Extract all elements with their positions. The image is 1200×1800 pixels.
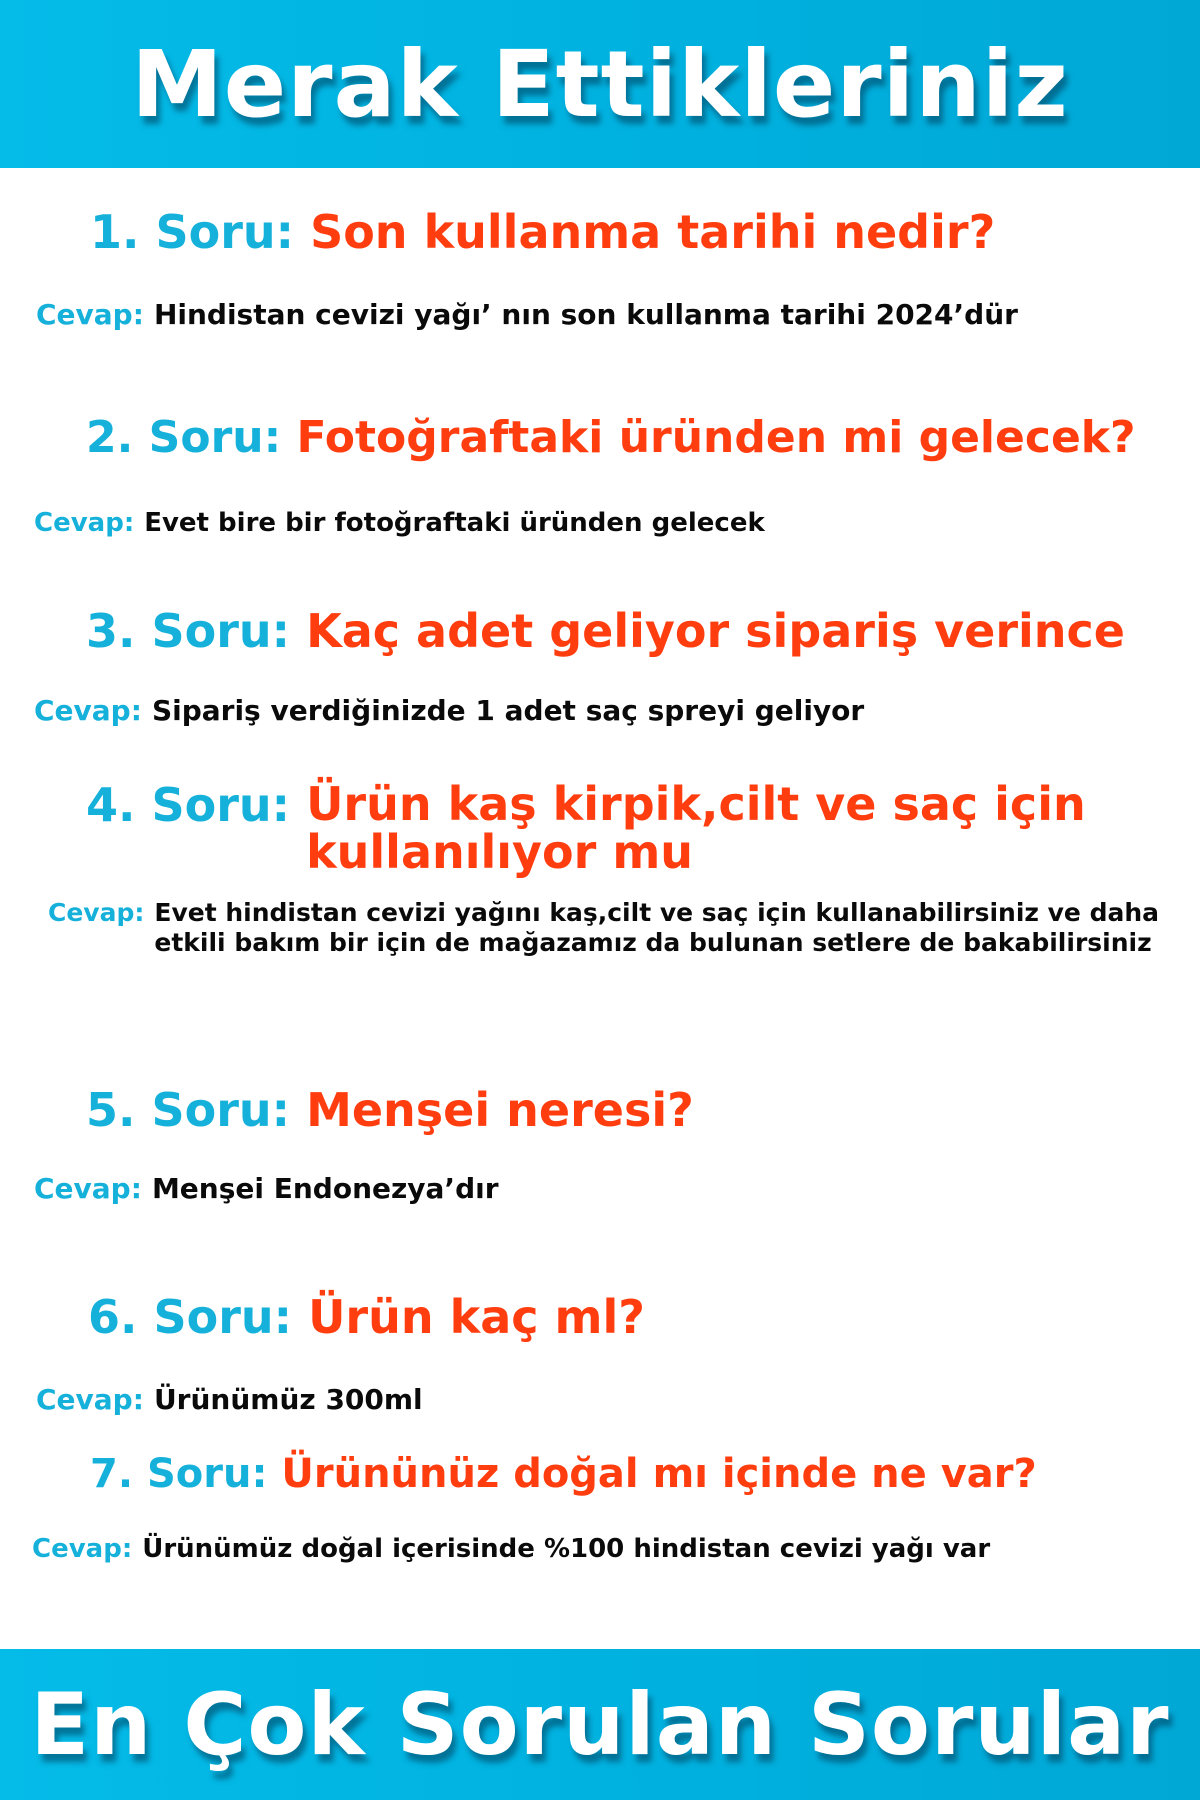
faq-question-2	[86, 414, 1136, 462]
question-number: 3. Soru:	[86, 604, 291, 658]
question-number: 5. Soru:	[86, 1083, 291, 1137]
answer-text: Hindistan cevizi yağı’ nın son kullanma tarihi 2024’dür	[153, 298, 1018, 331]
question-number: 6. Soru:	[88, 1290, 293, 1344]
question-number: 2. Soru:	[86, 412, 282, 463]
faq-answer-4	[48, 898, 1178, 958]
question-number: 7. Soru:	[90, 1451, 268, 1497]
faq-question-4	[86, 777, 1186, 880]
answer-label: Cevap:	[36, 1383, 144, 1416]
faq-answer-3	[34, 694, 864, 728]
answer-label: Cevap:	[34, 694, 142, 727]
faq-question-5	[86, 1085, 694, 1136]
faq-answer-5	[34, 1172, 499, 1206]
faq-answer-6	[36, 1383, 423, 1417]
answer-text: Ürünümüz doğal içerisinde %100 hindistan cevizi yağı var	[142, 1534, 991, 1564]
faq-question-6	[88, 1292, 645, 1343]
question-text: Menşei neresi?	[306, 1083, 694, 1137]
answer-label: Cevap:	[34, 508, 135, 538]
faq-question-3	[86, 606, 1125, 657]
footer-banner	[0, 1649, 1200, 1800]
faq-answer-7	[32, 1534, 990, 1565]
answer-text: Ürünümüz 300ml	[153, 1383, 423, 1416]
answer-label: Cevap:	[48, 898, 145, 927]
answer-label: Cevap:	[36, 298, 144, 331]
faq-question-1	[90, 207, 995, 258]
question-text: Ürününüz doğal mı içinde ne var?	[281, 1451, 1037, 1497]
answer-label: Cevap:	[34, 1172, 142, 1205]
question-text: Fotoğraftaki üründen mi gelecek?	[296, 412, 1136, 463]
header-banner	[0, 0, 1200, 168]
question-text: Son kullanma tarihi nedir?	[310, 205, 996, 259]
question-text: Ürün kaç ml?	[308, 1290, 645, 1344]
page-title: Merak Ettikleriniz	[131, 30, 1069, 138]
answer-text: Evet bire bir fotoğraftaki üründen gelecek	[144, 508, 765, 538]
question-number: 4. Soru:	[86, 778, 291, 832]
faq-question-7	[90, 1452, 1037, 1496]
question-text: Kaç adet geliyor sipariş verince	[306, 604, 1125, 658]
answer-text: Sipariş verdiğinizde 1 adet saç spreyi geliyor	[151, 694, 865, 727]
answer-text: Menşei Endonezya’dır	[151, 1172, 499, 1205]
faq-answer-2	[34, 508, 765, 539]
answer-text: Evet hindistan cevizi yağını kaş,cilt ve saç için kullanabilirsiniz ve daha etkili bakım bir için de mağazamız da bulunan setlere de bakabilirsiniz	[154, 898, 1160, 957]
faq-answer-1	[36, 298, 1018, 332]
question-number: 1. Soru:	[90, 205, 295, 259]
footer-title: En Çok Sorulan Sorular	[30, 1674, 1170, 1775]
question-text: Ürün kaş kirpik,cilt ve saç için kullanılıyor mu	[306, 777, 1086, 880]
answer-label: Cevap:	[32, 1534, 133, 1564]
